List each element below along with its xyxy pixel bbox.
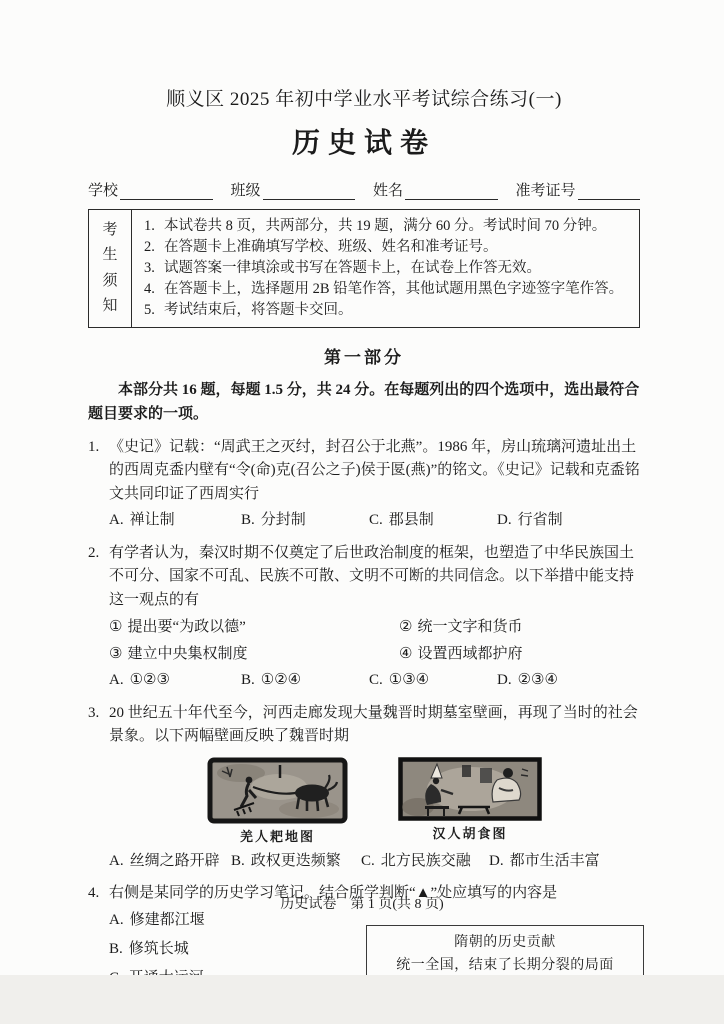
school-field bbox=[88, 179, 213, 200]
part-one-instructions: 本部分共 16 题，每题 1.5 分，共 24 分。在每题列出的四个选项中，选出最符合题目要求的一项。 bbox=[88, 382, 640, 423]
exam-id-field-blank bbox=[578, 183, 640, 201]
notice-item bbox=[144, 279, 631, 300]
notice-item bbox=[144, 258, 631, 279]
option-a: A. 修建都江堰 bbox=[109, 911, 205, 928]
school-field-label: 学校 bbox=[88, 183, 119, 199]
question-3-number: 3. bbox=[88, 704, 100, 721]
question-1-stem: 《史记》记载：“周武王之灭纣，封召公于北燕”。1986 年，房山琉璃河遗址出土的西周克盉内壁有“令(命)克(召公之子)侯于匽(燕)”的铭文。《史记》记载和克盉铭文共同印证了西周实行 bbox=[109, 438, 640, 503]
notice-item-text: 试题答案一律填涂或书写在答题卡上，在试卷上作答无效。 bbox=[164, 259, 541, 276]
question-2 bbox=[88, 542, 640, 693]
page-footer bbox=[0, 893, 724, 913]
notice-item bbox=[144, 237, 631, 258]
question-2-stem: 有学者认为，秦汉时期不仅奠定了后世政治制度的框架，也塑造了中华民族国土不可分、国家不可乱、民族不可散、文明不可断的共同信念。以下举措中能支持这一观点的有 bbox=[109, 544, 635, 608]
note-box-title: 隋朝的历史贡献 bbox=[454, 934, 556, 950]
subitem-1: ① 提出要“为政以德” bbox=[109, 618, 246, 635]
notice-side-label: 考生须知 bbox=[102, 221, 118, 315]
notice-body bbox=[132, 210, 639, 327]
note-box-line-1: 统一全国，结束了长期分裂的局面 bbox=[396, 958, 614, 974]
option-d: D. 都市生活丰富 bbox=[489, 852, 600, 869]
notice-item-num: 5. bbox=[144, 301, 155, 318]
name-field bbox=[373, 179, 498, 200]
school-field-blank bbox=[120, 183, 212, 201]
mural-han-hu-food bbox=[398, 757, 542, 848]
notice-side-cell bbox=[89, 210, 132, 327]
option-d: D. ②③④ bbox=[497, 671, 558, 688]
question-3 bbox=[88, 702, 640, 874]
part-one-heading: 第一部分 bbox=[324, 348, 404, 368]
question-3-stem: 20 世纪五十年代至今，河西走廊发现大量魏晋时期墓室壁画，再现了当时的社会景象。以下两幅壁画反映了魏晋时期 bbox=[109, 704, 638, 745]
option-b: B. 分封制 bbox=[241, 511, 306, 528]
footer-subject: 历史试卷 bbox=[280, 897, 337, 912]
class-field bbox=[231, 179, 356, 200]
question-2-subitems bbox=[109, 616, 640, 667]
subitem-3: ③ 建立中央集权制度 bbox=[109, 646, 248, 663]
name-field-label: 姓名 bbox=[373, 183, 404, 199]
question-2-options bbox=[109, 669, 640, 693]
notice-item-num: 4. bbox=[144, 280, 155, 297]
exam-title: 顺义区 2025 年初中学业水平考试综合练习(一) bbox=[166, 89, 562, 110]
question-3-images bbox=[109, 757, 640, 848]
mural-qiang-caption: 羌人耙地图 bbox=[239, 829, 315, 844]
notice-item-num: 3. bbox=[144, 259, 155, 276]
mural-han-caption: 汉人胡食图 bbox=[432, 826, 508, 841]
exam-id-field bbox=[516, 179, 641, 200]
question-3-options bbox=[109, 850, 640, 874]
notice-item-text: 在答题卡上准确填写学校、班级、姓名和准考证号。 bbox=[164, 238, 498, 255]
question-1-options bbox=[109, 509, 640, 533]
student-info-row bbox=[88, 179, 640, 200]
notice-item-text: 在答题卡上，选择题用 2B 铅笔作答，其他试题用黑色字迹签字笔作答。 bbox=[164, 280, 624, 297]
notice-item bbox=[144, 300, 631, 321]
question-4-stem: 右侧是某同学的历史学习笔记。结合所学判断“▲”处应填写的内容是 bbox=[109, 885, 558, 902]
option-a: A. 禅让制 bbox=[109, 511, 175, 528]
option-a: A. 丝绸之路开辟 bbox=[109, 852, 220, 869]
question-1-number: 1. bbox=[88, 438, 100, 455]
candidate-notice-box bbox=[88, 209, 640, 328]
option-a: A. ①②③ bbox=[109, 671, 170, 688]
option-b: B. 政权更迭频繁 bbox=[231, 852, 341, 869]
exam-id-field-label: 准考证号 bbox=[515, 183, 576, 199]
mural-qiang-harrowing bbox=[207, 757, 348, 848]
notice-item-text: 本试卷共 8 页，共两部分，共 19 题，满分 60 分。考试时间 70 分钟。 bbox=[164, 218, 607, 234]
footer-page-number: 第 1 页(共 8 页) bbox=[350, 897, 444, 912]
question-1 bbox=[88, 436, 640, 533]
subitem-4: ④ 设置西域都护府 bbox=[399, 646, 523, 663]
scan-edge-shade bbox=[0, 975, 724, 1024]
class-field-blank bbox=[263, 183, 355, 201]
option-d: D. 行省制 bbox=[497, 511, 563, 528]
notice-item-text: 考试结束后，将答题卡交回。 bbox=[164, 301, 353, 318]
question-2-number: 2. bbox=[88, 544, 100, 561]
option-c: C. 北方民族交融 bbox=[361, 852, 471, 869]
subitem-2: ② 统一文字和货币 bbox=[399, 618, 523, 635]
notice-item-num: 2. bbox=[144, 238, 155, 255]
option-b: B. 修筑长城 bbox=[109, 940, 189, 957]
option-c: C. 郡县制 bbox=[369, 511, 434, 528]
notice-item-num: 1. bbox=[144, 218, 155, 234]
option-b: B. ①②④ bbox=[241, 671, 302, 688]
subject-title: 历史试卷 bbox=[291, 128, 436, 159]
option-c: C. ①③④ bbox=[369, 671, 430, 688]
name-field-blank bbox=[405, 183, 497, 201]
page-content bbox=[88, 84, 640, 1024]
notice-item bbox=[144, 216, 631, 237]
mural-qiang-harrowing-image bbox=[207, 757, 348, 824]
question-4-number: 4. bbox=[88, 885, 100, 902]
mural-han-hu-food-image bbox=[398, 757, 542, 821]
class-field-label: 班级 bbox=[230, 183, 261, 199]
